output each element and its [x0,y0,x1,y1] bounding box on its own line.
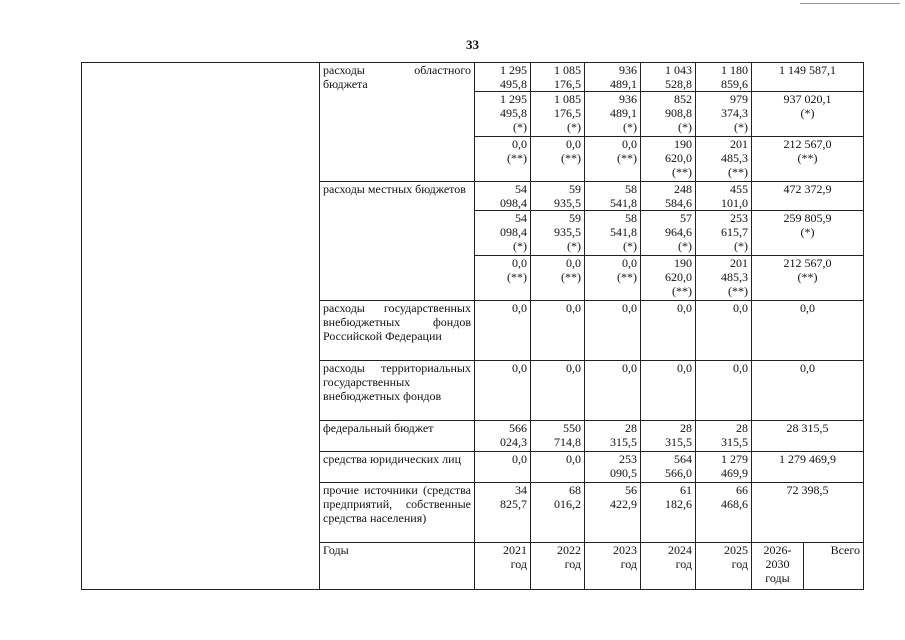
table-cell: 58 541,8 (*) [585,211,641,256]
row-label-years: Годы [320,543,475,590]
table-cell-total: 472 372,9 [752,182,864,211]
year-range-cell: 2026- 2030 годы [752,543,804,589]
row-label-local: расходы местных бюджетов [320,182,475,301]
table-cell: 564 566,0 [641,452,696,483]
table-cell-total: 0,0 [752,361,864,421]
table-cell: 455 101,0 [696,182,752,211]
table-cell: 1 295 495,8 (*) [475,92,531,137]
table-cell: 0,0 [475,301,531,361]
table-cell: 248 584,6 [641,182,696,211]
table-cell: 979 374,3 (*) [696,92,752,137]
table-cell: 1 180 859,6 [696,63,752,92]
table-cell: 550 714,8 [531,421,585,452]
total-label-cell: Всего [830,543,860,557]
years-range-total-cell [752,543,864,590]
table-cell: 56 422,9 [585,483,641,543]
table-cell: 0,0 [696,361,752,421]
row-label-regional: расходы областного бюджета [320,63,475,182]
table-cell-total: 259 805,9 (*) [752,211,864,256]
table-cell: 0,0 (**) [475,137,531,182]
table-cell: 1 279 469,9 [696,452,752,483]
table-cell: 0,0 [696,301,752,361]
table-cell-total: 28 315,5 [752,421,864,452]
table-cell: 0,0 (**) [531,137,585,182]
row-label-state-funds: расходы государственных внебюджетных фондов Российской Федерации [320,301,475,361]
year-cell: 2025 год [696,543,752,590]
table-cell: 61 182,6 [641,483,696,543]
table-cell: 190 620,0 (**) [641,256,696,301]
table-cell: 1 085 176,5 (*) [531,92,585,137]
table-cell: 0,0 [531,301,585,361]
row-label-legal-entities: средства юридических лиц [320,452,475,483]
year-cell: 2021 год [475,543,531,590]
page-number: 33 [466,37,479,52]
table-cell: 28 315,5 [585,421,641,452]
table-cell: 0,0 [531,361,585,421]
table-cell: 59 935,5 [531,182,585,211]
table-cell: 201 485,3 (**) [696,137,752,182]
year-cell: 2024 год [641,543,696,590]
table-cell: 0,0 (**) [531,256,585,301]
table-cell: 59 935,5 (*) [531,211,585,256]
table-cell: 852 908,8 (*) [641,92,696,137]
scan-artifact-line [800,3,900,4]
table-cell: 68 016,2 [531,483,585,543]
table-row [82,63,864,92]
table-cell: 0,0 (**) [585,137,641,182]
table-cell: 54 098,4 (*) [475,211,531,256]
financing-table [81,62,864,590]
table-cell: 190 620,0 (**) [641,137,696,182]
table-cell: 0,0 [641,361,696,421]
table-cell: 253 090,5 [585,452,641,483]
row-label-other-sources: прочие источники (средства предприятий, собственные средства населения) [320,483,475,543]
empty-left-cell [82,63,320,590]
table-cell: 1 043 528,8 [641,63,696,92]
table-cell: 0,0 (**) [475,256,531,301]
table-cell: 1 085 176,5 [531,63,585,92]
table-cell: 28 315,5 [641,421,696,452]
table-cell: 1 295 495,8 [475,63,531,92]
table-cell: 936 489,1 [585,63,641,92]
table-cell-total: 212 567,0 (**) [752,256,864,301]
table-cell: 0,0 [531,452,585,483]
row-label-territorial-funds: расходы территориальных государственных внебюджетных фондов [320,361,475,421]
table-cell: 0,0 [475,452,531,483]
table-cell-total: 937 020,1 (*) [752,92,864,137]
table-cell-total: 72 398,5 [752,483,864,543]
table-cell: 58 541,8 [585,182,641,211]
year-cell: 2022 год [531,543,585,590]
table-cell: 66 468,6 [696,483,752,543]
table-cell: 936 489,1 (*) [585,92,641,137]
table-cell: 34 825,7 [475,483,531,543]
table-cell: 54 098,4 [475,182,531,211]
table-cell-total: 0,0 [752,301,864,361]
row-label-federal: федеральный бюджет [320,421,475,452]
table-cell-total: 212 567,0 (**) [752,137,864,182]
years-range-total-split [752,543,863,589]
table-cell: 57 964,6 (*) [641,211,696,256]
table-cell: 0,0 [641,301,696,361]
table-cell: 28 315,5 [696,421,752,452]
table-cell: 0,0 [585,301,641,361]
table-cell: 0,0 (**) [585,256,641,301]
table-cell-total: 1 149 587,1 [752,63,864,92]
table-cell: 0,0 [585,361,641,421]
year-cell: 2023 год [585,543,641,590]
table-cell: 201 485,3 (**) [696,256,752,301]
table-cell: 566 024,3 [475,421,531,452]
table-cell: 0,0 [475,361,531,421]
table-cell-total: 1 279 469,9 [752,452,864,483]
table-cell: 253 615,7 (*) [696,211,752,256]
